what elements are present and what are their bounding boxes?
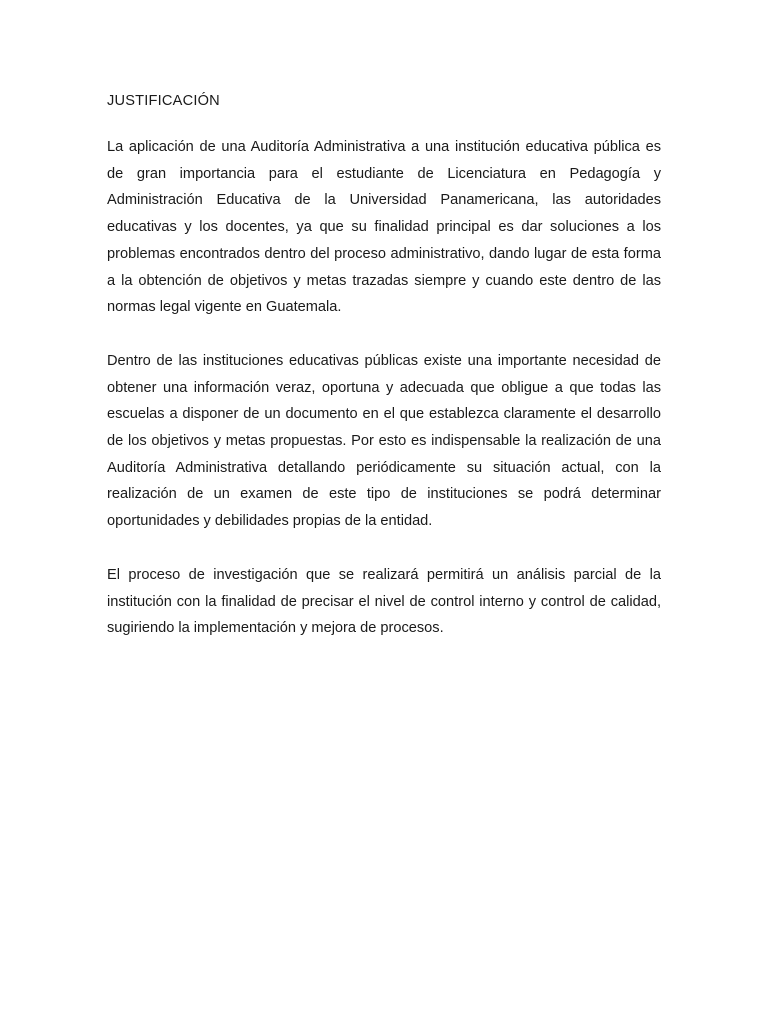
paragraph-1: La aplicación de una Auditoría Administrativa a una institución educativa pública es de gran importancia para el estudiante de Licenciatura en Pedagogía y Administración Educativa de la Universidad Panamericana, las autoridades educativas y los docentes, ya que su finalidad principal es dar soluciones a los problemas encontrados dentro del proceso administrativo, dando lugar de esta forma a la obtención de objetivos y metas trazadas siempre y cuando este dentro de las normas legal vigente en Guatemala. xyxy=(107,139,661,316)
document-page xyxy=(107,90,661,669)
paragraph-3: El proceso de investigación que se realizará permitirá un análisis parcial de la institución con la finalidad de precisar el nivel de control interno y control de calidad, sugiriendo la implementación y mejora de procesos. xyxy=(107,566,661,637)
document-title: JUSTIFICACIÓN xyxy=(107,93,220,109)
paragraph-2: Dentro de las instituciones educativas públicas existe una importante necesidad de obtener una información veraz, oportuna y adecuada que obligue a que todas las escuelas a disponer de un documento en el que establezca claramente el desarrollo de los objetivos y metas propuestas. Por esto es indispensable la realización de una Auditoría Administrativa detallando periódicamente su situación actual, con la realización de un examen de este tipo de instituciones se podrá determinar oportunidades y debilidades propias de la entidad. xyxy=(107,352,661,530)
